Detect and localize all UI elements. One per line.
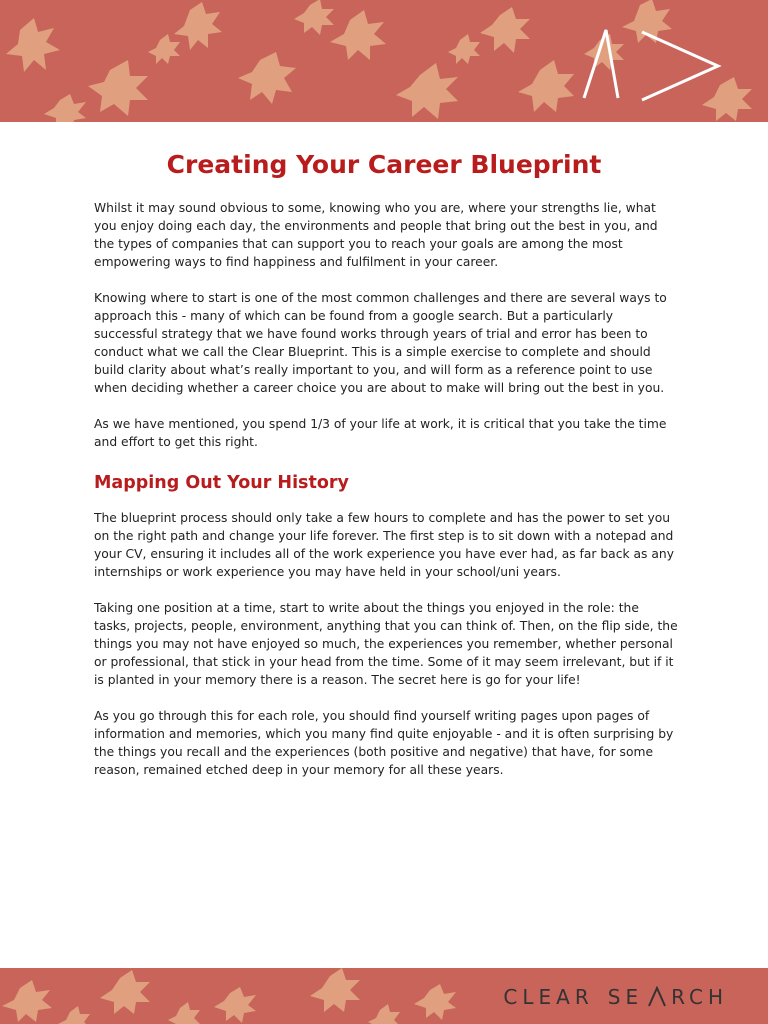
brand-text-rch: RCH: [671, 985, 728, 1009]
chevron-a-icon: [646, 986, 668, 1008]
header-banner: [0, 0, 768, 122]
section-heading: Mapping Out Your History: [94, 473, 349, 493]
brand-text-se: SE: [607, 985, 644, 1009]
brand-text-clear: CLEAR: [503, 985, 594, 1009]
footer-brand-logo: [503, 985, 728, 1009]
section-paragraph-3: As you go through this for each role, you should find yourself writing pages upon pages of information and memories, which you many find quite enjoyable - and it is often surprising by the things you recall and the experiences (both positive and negative) that have, for some reason, remained etched deep in your memory for all these years.: [94, 709, 674, 777]
section-paragraph-1: The blueprint process should only take a few hours to complete and has the power to set you on the right path and change your life forever. The first step is to sit down with a notepad and your CV, ensuring it includes all of the work experience you have ever had, as far back as any internships or work experience you may have held in your school/uni years.: [94, 511, 674, 579]
page-title: Creating Your Career Blueprint: [166, 150, 602, 179]
intro-paragraph-2: Knowing where to start is one of the most common challenges and there are several ways to approach this - many of which can be found from a google search. But a particularly successful strategy that we have found works through years of trial and error has been to conduct what we call the Clear Blueprint. This is a simple exercise to complete and should build clarity about what’s really important to you, and will form as a reference point to use when deciding whether a career choice you are about to make will bring out the best in you.: [94, 291, 667, 395]
intro-paragraph-1: Whilst it may sound obvious to some, knowing who you are, where your strengths lie, what you enjoy doing each day, the environments and people that bring out the best in you, and the types of companies that can support you to reach your goals are among the most empowering ways to find happiness and fulfilment in your career.: [94, 201, 658, 269]
document-body: [94, 150, 678, 797]
clear-search-chevron-logo-icon: [578, 26, 728, 102]
intro-paragraph-3: As we have mentioned, you spend 1/3 of your life at work, it is critical that you take the time and effort to get this right.: [94, 417, 667, 449]
footer-banner: [0, 968, 768, 1024]
section-paragraph-2: Taking one position at a time, start to write about the things you enjoyed in the role: the tasks, projects, people, environment, anything that you can think of. Then, on the flip side, the things you may not have enjoyed so much, the experiences you remember, whether personal or professional, that stick in your head from the time. Some of it may seem irrelevant, but if it is planted in your memory there is a reason. The secret here is go for your life!: [94, 601, 678, 687]
